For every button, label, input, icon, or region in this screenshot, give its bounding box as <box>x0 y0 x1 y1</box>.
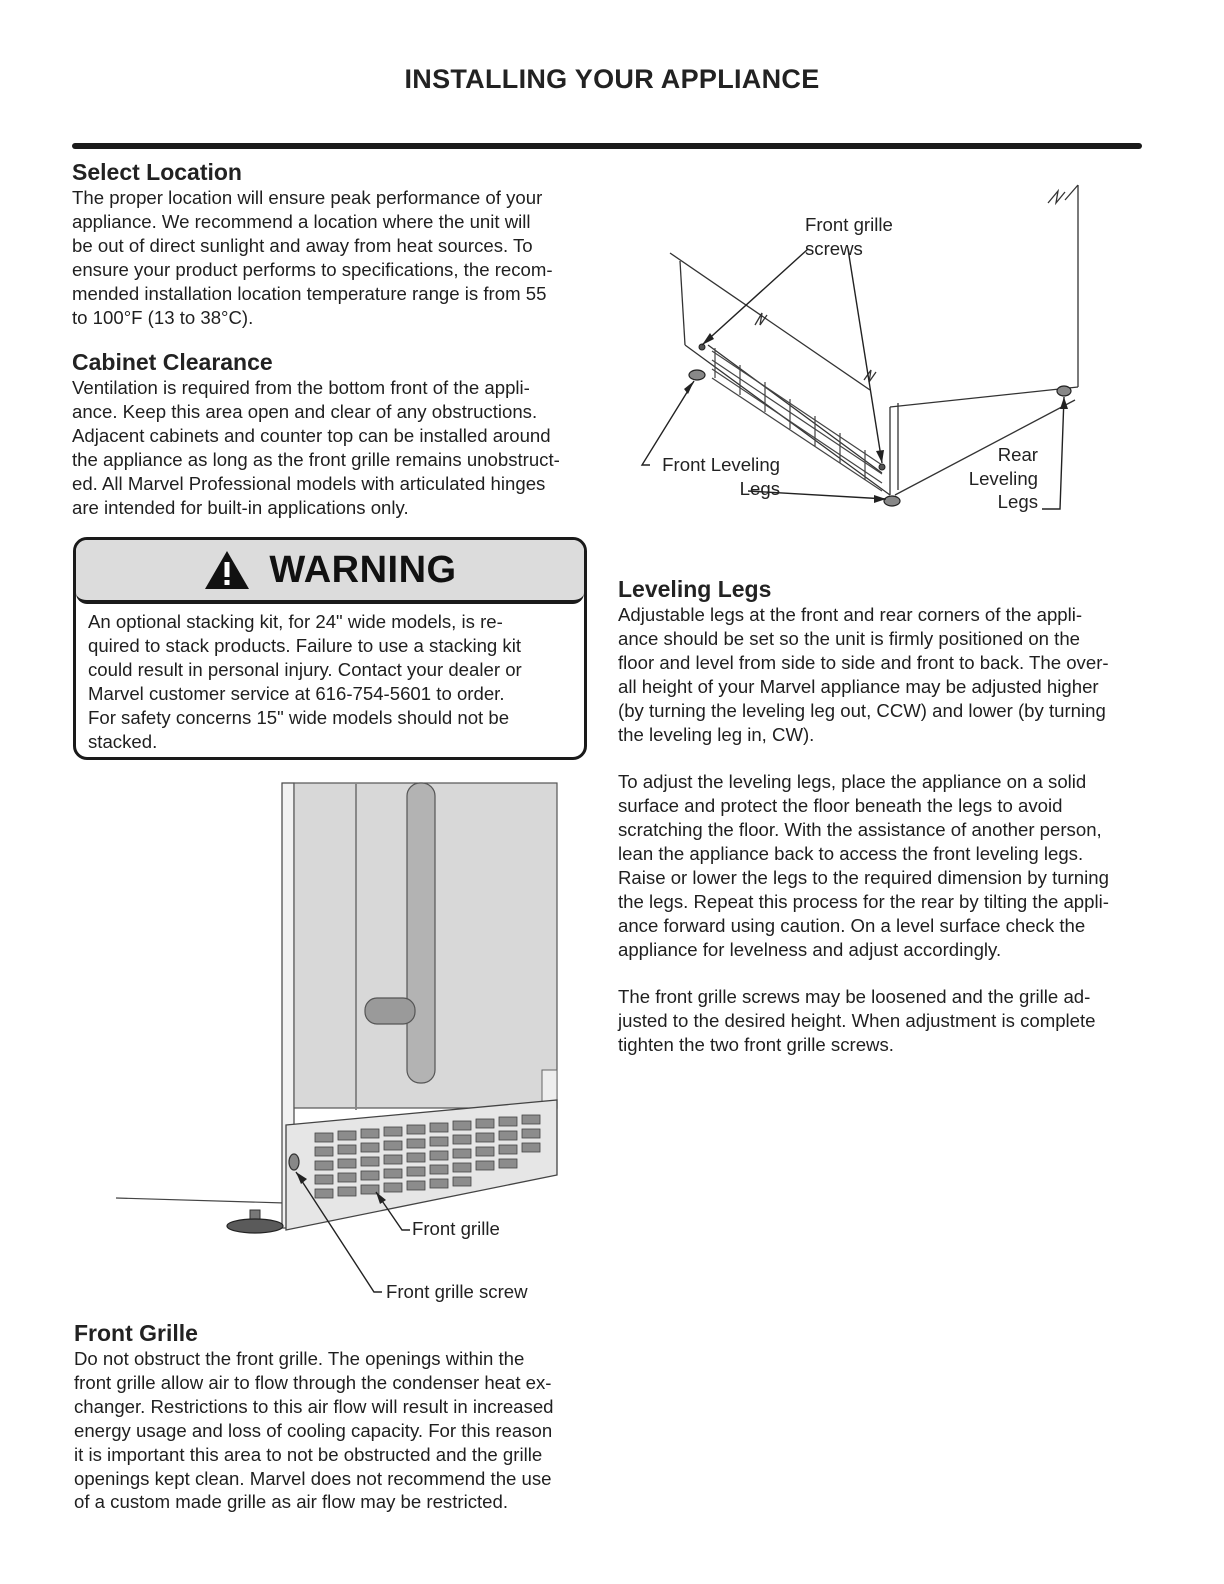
warning-label: WARNING <box>269 548 457 591</box>
callout-front-leveling-legs: Front Leveling Legs <box>662 454 780 499</box>
page-title: INSTALLING YOUR APPLIANCE <box>404 64 820 94</box>
warning-body: An optional stacking kit, for 24" wide models, is re- quired to stack products. Failure to use a stacking kit could result in personal injury. Contact your dealer or Marvel customer service at 616-754-5601 to order. For safety concerns 15" wide models should not be stacked. <box>88 611 522 752</box>
leveling-legs-heading: Leveling Legs <box>618 576 772 602</box>
front-grille-heading: Front Grille <box>74 1320 198 1346</box>
select-location-body: The proper location will ensure peak performance of your appliance. We recommend a location where the unit will be out of direct sunlight and away from heat sources. To ensure your product performs to specifications, the recom- mended installation location temperature range is from 55 to 100°F (13 to 38°C). <box>72 187 553 328</box>
warning-box <box>73 537 587 760</box>
leveling-legs-diagram <box>620 165 1140 525</box>
cabinet-clearance-section <box>72 348 597 519</box>
front-grille-diagram <box>110 780 590 1310</box>
leveling-legs-section <box>618 575 1158 1057</box>
warning-triangle-icon <box>203 549 251 591</box>
callout-front-grille-screws: Front grille screws <box>805 214 893 259</box>
front-grille-body: Do not obstruct the front grille. The openings within the front grille allow air to flow through the condenser heat ex- changer. Restrictions to this air flow will result in increased energy usage and loss of cooling capacity. For this reason it is important this area to not be obstructed and the grille openings kept clean. Marvel does not recommend the use of a custom made grille as air flow may be restricted. <box>74 1348 554 1513</box>
callout-rear-leveling-legs: Rear Leveling Legs <box>968 444 1038 512</box>
cabinet-clearance-body: Ventilation is required from the bottom front of the appli- ance. Keep this area open and clear of any obstructions. Adjacent cabinets and counter top can be installed around the appliance as long as the front grille remains unobstruct- ed. All Marvel Professional models with articulated hinges are intended for built-in applications only. <box>72 377 560 518</box>
select-location-section <box>72 158 592 329</box>
leveling-legs-body: Adjustable legs at the front and rear corners of the appli- ance should be set so the unit is firmly positioned on the floor and level from side to side and front to back. The over- all height of your Marvel appliance may be adjusted higher (by turning the leveling leg out, CCW) and lower (by turning the leveling leg in, CW). <box>618 604 1109 745</box>
leveling-legs-body-2: To adjust the leveling legs, place the appliance on a solid surface and protect the floor beneath the legs to avoid scratching the floor. With the assistance of another person, lean the appliance back to access the front leveling legs. Raise or lower the legs to the required dimension by turning the legs. Repeat this process for the rear by tilting the appli- ance forward using caution. On a level surface check the appliance for levelness and adjust accordingly. <box>618 771 1109 960</box>
leveling-legs-body-3: The front grille screws may be loosened and the grille ad- justed to the desired height. When adjustment is complete tighten the two front grille screws. <box>618 986 1096 1056</box>
callout-front-grille-screw: Front grille screw <box>386 1281 528 1302</box>
front-grille-section <box>74 1319 594 1514</box>
callout-front-grille: Front grille <box>412 1218 500 1239</box>
title-rule <box>72 143 1142 149</box>
select-location-heading: Select Location <box>72 159 242 185</box>
appliance-front-illustration <box>110 780 590 1310</box>
cabinet-clearance-heading: Cabinet Clearance <box>72 349 273 375</box>
warning-header <box>76 540 584 604</box>
